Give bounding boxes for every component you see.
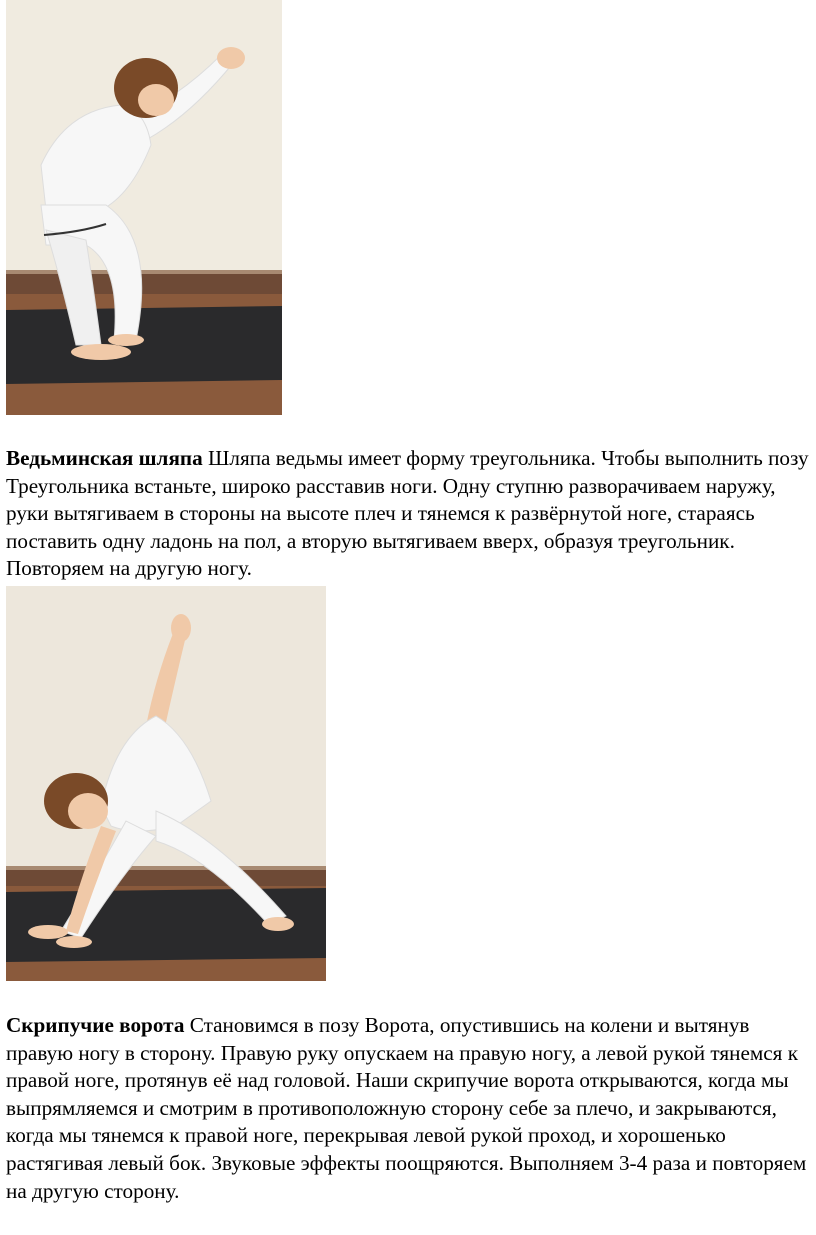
section-title: Ведьминская шляпа (6, 446, 203, 470)
section-body: Шляпа ведьмы имеет форму треугольника. Чтобы выполнить позу Треугольника встаньте, широко расставив ноги. Одну ступню разворачиваем наружу, руки вытягиваем в стороны на высоте плеч и тянемся к развёрнутой ноге, стараясь поставить одну ладонь на пол, а вторую вытягиваем вверх, образуя треугольник. Повторяем на другую ногу. (6, 446, 809, 581)
photo-chair-pose (6, 0, 282, 415)
section-title: Скрипучие ворота (6, 1013, 185, 1037)
photo-triangle-pose (6, 586, 326, 981)
section-body: Становимся в позу Ворота, опустившись на колени и вытянув правую ногу в сторону. Правую руку опускаем на правую ногу, а левой рукой тянемся к правой ноге, протянув её над головой. Наши скрипучие ворота открываются, когда мы выпрямляемся и смотрим в противоположную сторону себе за плечо, и закрываются, когда мы тянемся к правой ноге, перекрывая левой рукой проход, и хорошенько растягивая левый бок. Звуковые эффекты поощряются. Выполняем 3-4 раза и повторяем на другую сторону. (6, 1013, 807, 1203)
section-creaky-gate (6, 1012, 814, 1205)
section-witch-hat (6, 445, 814, 583)
